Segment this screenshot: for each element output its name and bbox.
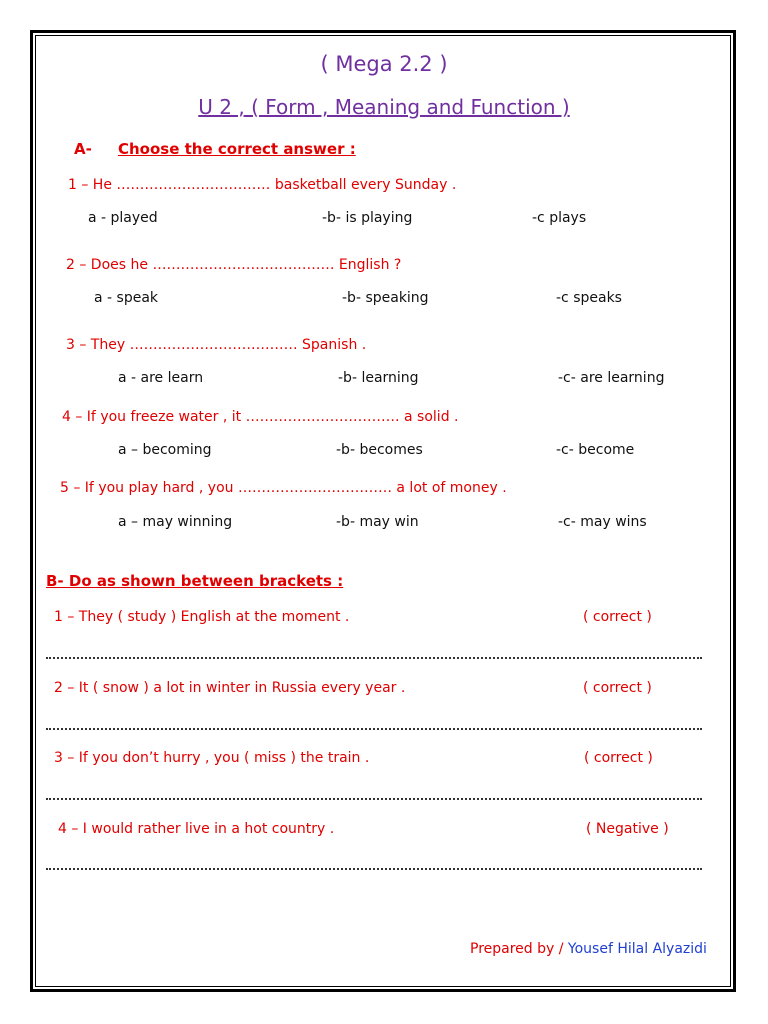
question-5-option-b: -b- may win (336, 514, 419, 530)
question-1-option-b: -b- is playing (322, 210, 413, 226)
answer-line-2[interactable] (46, 728, 702, 730)
section-a-letter: A- (74, 140, 92, 158)
answer-line-3[interactable] (46, 798, 702, 800)
task-2: 2 – It ( snow ) a lot in winter in Russia every year . (54, 680, 406, 696)
question-3: 3 – They ……………………………… Spanish . (66, 337, 367, 353)
prepared-by-label: Prepared by / (470, 941, 568, 957)
question-4: 4 – If you freeze water , it …………………………… a solid . (62, 409, 459, 425)
answer-line-4[interactable] (46, 868, 702, 870)
question-2-option-c: -c speaks (556, 290, 622, 306)
author-name: Yousef Hilal Alyazidi (567, 941, 707, 957)
task-3: 3 – If you don’t hurry , you ( miss ) the train . (54, 750, 370, 766)
question-4-option-c: -c- become (556, 442, 635, 458)
question-5-option-c: -c- may wins (558, 514, 647, 530)
worksheet-subtitle: U 2 , ( Form , Meaning and Function ) (198, 95, 570, 119)
question-2: 2 – Does he ………………………………… English ? (66, 257, 402, 273)
section-a-heading: Choose the correct answer : (118, 140, 356, 158)
question-4-option-a: a – becoming (118, 442, 212, 458)
task-4: 4 – I would rather live in a hot country . (58, 821, 335, 837)
question-4-option-b: -b- becomes (336, 442, 423, 458)
question-3-option-c: -c- are learning (558, 370, 665, 386)
task-1: 1 – They ( study ) English at the moment . (54, 609, 350, 625)
question-5: 5 – If you play hard , you …………………………… a lot of money . (60, 480, 507, 496)
question-5-option-a: a – may winning (118, 514, 233, 530)
question-3-option-b: -b- learning (338, 370, 419, 386)
question-1-option-a: a - played (88, 210, 158, 226)
question-3-option-a: a - are learn (118, 370, 204, 386)
task-3-instruction: ( correct ) (584, 750, 653, 766)
task-1-instruction: ( correct ) (583, 609, 652, 625)
question-1-option-c: -c plays (532, 210, 587, 226)
section-b-heading: B- Do as shown between brackets : (46, 572, 344, 590)
question-2-option-a: a - speak (94, 290, 159, 306)
question-1: 1 – He …………………………… basketball every Sunday . (68, 177, 457, 193)
question-2-option-b: -b- speaking (342, 290, 429, 306)
credit-line (470, 942, 707, 956)
task-2-instruction: ( correct ) (583, 680, 652, 696)
answer-line-1[interactable] (46, 657, 702, 659)
worksheet-title: ( Mega 2.2 ) (320, 52, 448, 76)
task-4-instruction: ( Negative ) (586, 821, 669, 837)
